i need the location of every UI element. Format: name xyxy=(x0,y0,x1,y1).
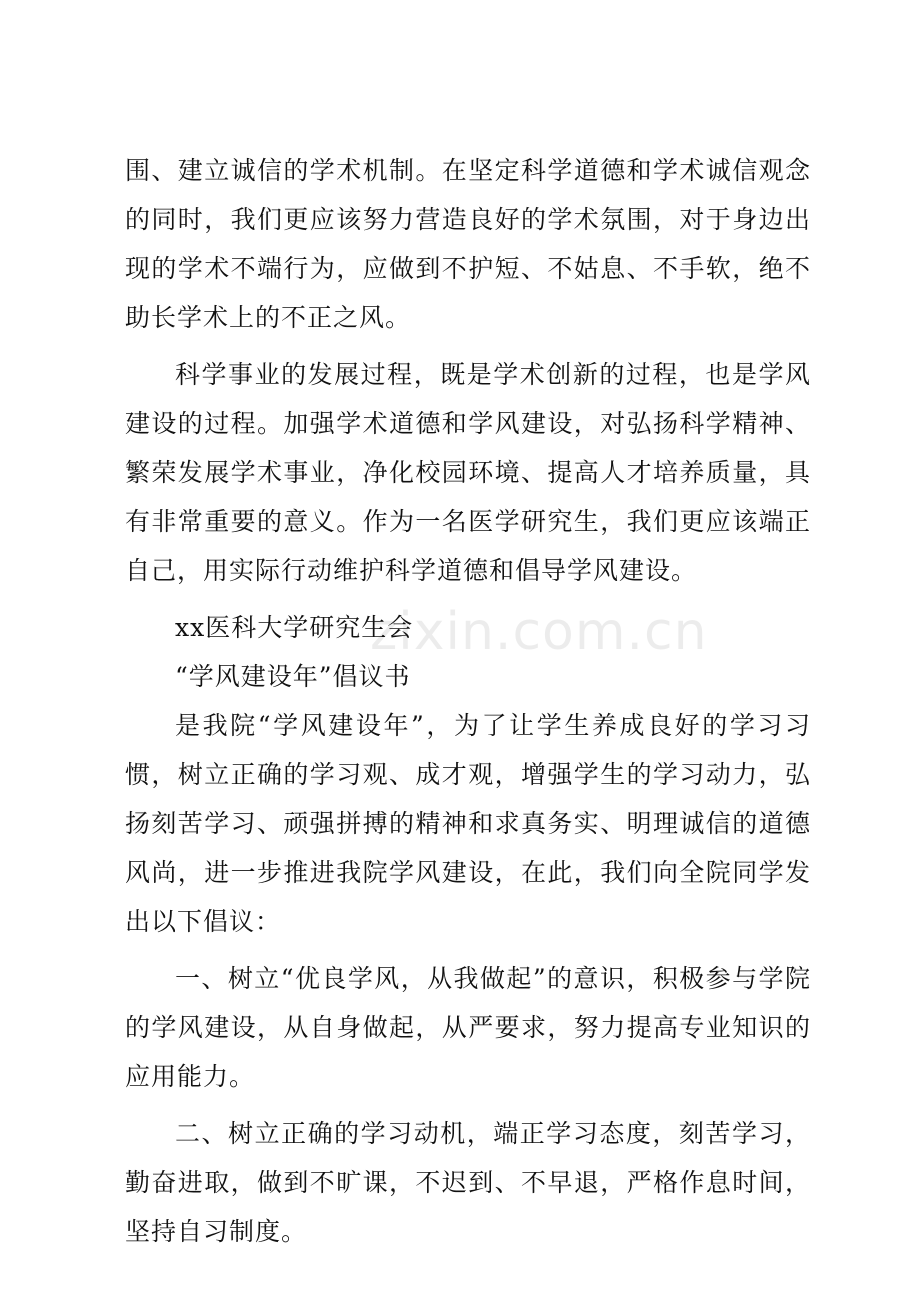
paragraph-proposal-intro: 是我院“学风建设年”，为了让学生养成良好的学习习惯，树立正确的学习观、成才观，增强学生的学习动力，弘扬刻苦学习、顽强拼搏的精神和求真务实、明理诚信的道德风尚，进一步推进我院学风建设，在此，我们向全院同学发出以下倡议： xyxy=(125,711,811,936)
watermark-text: zixin.com.cn xyxy=(370,602,708,662)
paragraph-continuation: 围、建立诚信的学术机制。在坚定科学道德和学术诚信观念的同时，我们更应该努力营造良好的学术氛围，对于身边出现的学术不端行为，应做到不护短、不姑息、不手软，绝不助长学术上的不正之风。 xyxy=(125,156,811,332)
paragraph-academic-development: 科学事业的发展过程，既是学术创新的过程，也是学风建设的过程。加强学术道德和学风建设，对弘扬科学精神、繁荣发展学术事业，净化校园环境、提高人才培养质量，具有非常重要的意义。作为一名医学研究生，我们更应该端正自己，用实际行动维护科学道德和倡导学风建设。 xyxy=(125,360,811,585)
proposal-title: “学风建设年”倡议书 xyxy=(175,662,411,691)
paragraph-proposal-item-2: 二、树立正确的学习动机，端正学习态度，刻苦学习，勤奋进取，做到不旷课，不迟到、不早退，严格作息时间，坚持自习制度。 xyxy=(125,1119,811,1246)
document-body xyxy=(125,146,811,1256)
signature-organization: xx医科大学研究生会 xyxy=(175,613,414,642)
paragraph-proposal-item-1: 一、树立“优良学风，从我做起”的意识，积极参与学院的学风建设，从自身做起，从严要求，努力提高专业知识的应用能力。 xyxy=(125,964,811,1091)
